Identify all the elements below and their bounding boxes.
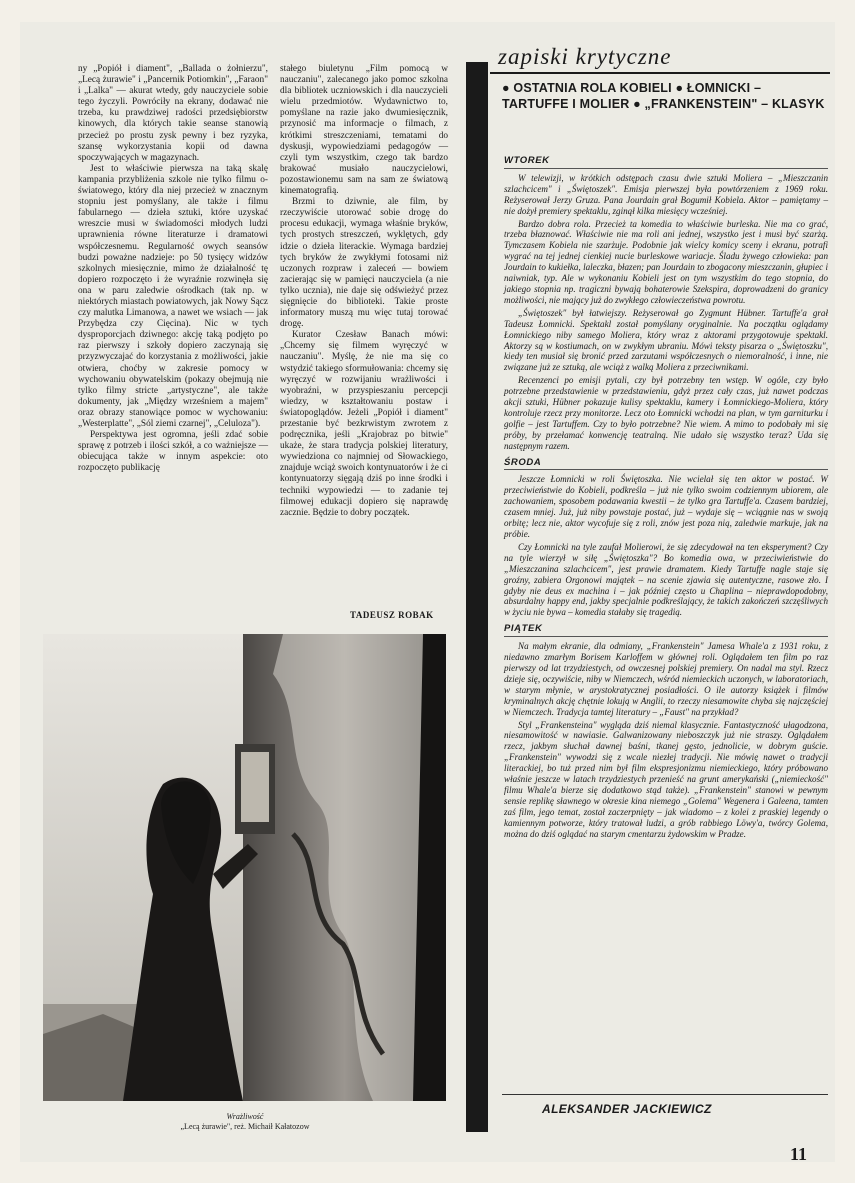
- author-rule: [502, 1094, 828, 1095]
- caption-title: Wrażliwość: [226, 1112, 264, 1121]
- paragraph: ny „Popiół i diament", „Ballada o żołnierzu", „Lecą żurawie" i „Pancernik Potiomkin", „Faraon" i „Lalka" — akurat wtedy, gdy nauczyciele sobie tego życzyli. Powróciły na ekrany, dodawać nie trzeba, ku prawdziwej radości przedsiębiorstw kinowych, dla których takie seanse stanowią przecież po prostu zysk pewny i bez ryzyka, szansę wykorzystania kopii od dawna spoczywających w magazynach.: [78, 64, 268, 163]
- section-title: zapiski krytyczne: [498, 44, 672, 69]
- paragraph: Brzmi to dziwnie, ale film, by rzeczywiście utorować sobie drogę do procesu edukacji, wymaga właśnie bryków, tych prostych streszczeń, wyklętych, gdy idzie o dzieła literackie. Wymaga bardziej tych bryków że zwykłymi fotosami niż uczonych rozpraw i zaleceń — bowiem zacierając się w pamięci nauczyciela (a nie tylko ucznia), nie daje się odświeżyć przez sięgnięcie do biblioteki. Takie proste informatory muszą mu więc tutaj torować drogę.: [280, 197, 448, 330]
- paragraph: Jest to właściwie pierwsza na taką skalę kampania przybliżenia szkole nie tylko filmu o-światowego, który dla niej przecież w znacznym stopniu jest pomyślany, ale także i filmu fabularnego — dzieła sztuki, które uzyskać wreszcie musi w świadomości młodych ludzi uprawnienia równe literaturze i dramatowi współczesnemu. Regularność owych seansów budzi poważne nadzieje: po 50 tysięcy widzów szkolnych miesięcznie, mimo że działalność tę dopiero rozpoczęto i że wyraźnie rozwinęła się ona w paru zaledwie ośrodkach (tak np. w niektórych miastach powiatowych, jak Nowy Sącz czy malutka Limanowa, a nawet we wsiach — jak Przybędza czy Cięcina). Nic w tych dysproporcjach dziwnego: akcję taką podjęto po raz pierwszy i szkoły dopiero zaczynają się przyzwyczajać do korzystania z możliwości, jakie otwiera, choćby w zakresie pomocy w wychowaniu obywatelskim (pokazy obejmują nie tylko filmy stricte „artystyczne", ale także dokumenty, jak „Między wrześniem a majem" oraz obrazy stanowiące pomoc w wychowaniu: „Westerplatte", „Sól ziemi czarnej", „Celuloza").: [78, 163, 268, 429]
- paragraph: Perspektywa jest ogromna, jeśli zdać sobie sprawę z potrzeb i ilości szkół, a co ważniejsze — obiecująca także w innym aspekcie: oto rozpoczęto publikację: [78, 430, 268, 474]
- paragraph: Recenzenci po emisji pytali, czy był potrzebny ten wstęp. W ogóle, czy było potrzebne przedstawienie w przedstawieniu, gdyż przez cały czas, już nawet podczas akcji sztuki, Hübner pokazuje kulisy spektaklu, kamery i Łomnickiego-Moliera, który kontroluje rzecz przy monitorze. Lecz oto Łomnicki wchodzi na plan, w tym garniturku i golfie – jest Tartuffem. Czy to było potrzebne? Nie wiem. A mimo to podobały mi się próby, by przełamać konwencję teatralną. Nie udało się wszystko teraz? Uda się następnym razem.: [504, 375, 828, 451]
- topics-headline: ● OSTATNIA ROLA KOBIELI ● ŁOMNICKI – TARTUFFE I MOLIER ● „FRANKENSTEIN" – KLASYK: [502, 81, 825, 111]
- magazine-page: [20, 22, 835, 1162]
- article-left-column-2: [280, 64, 448, 519]
- author-signature-left: TADEUSZ ROBAK: [350, 610, 434, 620]
- paragraph: „Świętoszek" był łatwiejszy. Reżyserował go Zygmunt Hübner. Tartuffe'a grał Tadeusz Łomnicki. Spektakl został pomyślany oryginalnie. Na początku oglądamy Łomnickiego niby samego Moliera, który wraz z aktorami przygotowuje spektakl. Aktorzy są w kostiumach, on w zwykłym ubraniu. Mówi teksty pisarza o „Świętoszku", kiedy ten musiał się bronić przed zarzutami współczesnych o niemoralność, i inne, nie związane już ze sztuką, ale wciąż z walką Moliera z przeciwnikami.: [504, 307, 828, 373]
- day-heading: PIĄTEK: [504, 624, 828, 637]
- paragraph: Kurator Czesław Banach mówi: „Chcemy się filmem wyręczyć w nauczaniu". Myślę, że nie ma się co wstydzić takiego sformułowania: chcemy się wyręczyć w rozwijaniu wrażliwości i wyobraźni, w przyspieszaniu percepcji wiedzy, w kształtowaniu postaw i światopoglądów. Jeżeli „Popiół i diament" przestanie być bezkrwistym zwrotem z podręcznika, jeśli „Krajobraz po bitwie" ukaże, że stara tradycja polskiej literatury, wywiedziona co najmniej od Słowackiego, znajduje wciąż swoich kontynuatorów i że ci kontynuatorzy sięgają dziś po inne środki i techniki wypowiedzi — to zadanie tej filmowej edukacji dopiero się naprawdę zacznie. Będzie to dobry początek.: [280, 330, 448, 518]
- paragraph: Bardzo dobra rola. Przecież ta komedia to właściwie burleska. Nie ma co grać, trzeba błaznować. Właściwie nie ma roli ani jednej, wszystko jest i musi być szarżą. Tymczasem Kobiela nie szarżuje. Podobnie jak wielcy komicy sceny i ekranu, potrafi wygrać na tej jednej cienkiej nucie burleskowe wariacje. Śladu żywego człowieka: pan Jourdain to kukiełka, laleczka, błazen; pan Jourdain to zbogacony mieszczanin, głupiec i naiwniak, typ. Ale w wykonaniu Kobieli jest on tym wszystkim do tego stopnia, do jakiego stopnia np. tragiczni bywają bohaterowie Szekspira, doprowadzeni do granicy możliwości, nie mający już do zwykłego człowieczeństwa powrotu.: [504, 218, 828, 305]
- article-left-column-1: [78, 64, 268, 474]
- day-heading: WTOREK: [504, 156, 828, 169]
- column-divider-bar: [466, 62, 488, 1132]
- paragraph: Styl „Frankensteina" wygląda dziś niemal klasycznie. Fantastyczność ułagodzona, niesamowitość w nawiasie. Galwanizowany nieboszczyk już nie straszy. Oglądałem rzecz, jakbym słuchał dawnej baśni, tkanej gęsto, jednolicie, w dobrym guście. „Frankenstein" wywodzi się z wcale niezłej tradycji. Nie mówię nawet o tradycji literackiej, bo tuż przed nim był film ekspresjonizmu niemieckiego, który próbowano właśnie jeszcze w latach trzydziestych przenieść na grunt amerykański („niemieckość" filmu Whale'a bierze się dodatkowo stąd także). „Frankenstein" stanowi w pewnym sensie replikę sławnego w okresie kina niemego „Golema" Wegenera i Galeena, tamten zaś film, jego temat, został zaczerpnięty – jak wiadomo – z kolei z praskiej legendy o kamiennym potworze, który tratował ludzi, a grób rabbiego Löwy'a, twórcy Golema, można do dziś oglądać na starym cmentarzu żydowskim w Pradze.: [504, 719, 828, 839]
- day-heading: ŚRODA: [504, 458, 828, 471]
- page-number: 11: [790, 1144, 808, 1164]
- caption-text: „Lecą żurawie", reż. Michaił Kałatozow: [180, 1122, 310, 1131]
- photo-caption: [80, 1112, 410, 1132]
- paragraph: Na małym ekranie, dla odmiany, „Frankenstein" Jamesa Whale'a z 1931 roku, z niedawno zmarłym Borisem Karloffem w głównej roli. Oglądałem ten film po raz pierwszy od lat trzydziestych, od owczesnej polskiej premiery. On nadal ma styl. Rzecz dzieje się, oczywiście, niby w Niemczech, wśród niemieckich uczonych, w laboratoriach, w starym młynie, w arystokratycznej posiadłości. O ile autorzy książek i filmów kryminalnych akcję chętnie lokują w Anglii, to rzeczy niesamowite chyba się najczęściej w Niemczech. Tradycja tamtej literatury – „Faust" na przykład?: [504, 641, 828, 717]
- paragraph: Jeszcze Łomnicki w roli Świętoszka. Nie wcielał się ten aktor w postać. W przeciwieństwie do Kobieli, podkreśla – już nie tylko swoim codziennym ubiorem, ale zachowaniem, sposobem podawania kwestii – że tylko gra Tartuffe'a. Czasem bardziej, czasem mniej. Już, już niby powstaje postać, już – wydaje się – wciągnie nas w swoją orbitę; lecz nie, aktor wycofuje się z roli, znów jest poza nią, zaledwie markuje, jak na próbie.: [504, 474, 828, 539]
- film-still-photo: [43, 634, 446, 1101]
- film-still-illustration: [43, 634, 446, 1101]
- header-rule: [490, 72, 830, 74]
- review-column: [504, 150, 828, 841]
- paragraph: Czy Łomnicki na tyle zaufał Molierowi, że się zdecydował na ten eksperyment? Czy na tyle wierzył w siłę „Świętoszka"? Bo komedia owa, w przeciwieństwie do „Mieszczanina szlachcicem", jest prawie dramatem. Kiedy Tartuffe nagle staje się groźny, zabiera Orgonowi majątek – na scenie zjawia się autentyczne, rasowe zło. I gdyby nie deus ex machina i – jak później często u Chaplina – nieprawdopodobny, absurdalny happy end, jakby specjalnie podkreślający, że takich zakończeń szczęśliwych w życiu nie bywa – komedia stałaby się tragedią.: [504, 541, 828, 618]
- paragraph: W telewizji, w krótkich odstępach czasu dwie sztuki Moliera – „Mieszczanin szlachcicem" i „Świętoszek". Emisja pierwszej była powtórzeniem z 1969 roku. Reżyserował Jerzy Gruza. Pana Jourdain grał Bogumił Kobiela. Aktor – pamiętamy – nie dożył premiery spektaklu, zginął kilka miesięcy wcześniej.: [504, 172, 828, 216]
- paragraph: stałego biuletynu „Film pomocą w nauczaniu", zalecanego jako pomoc szkolna dla bibliotek uczniowskich i dla nauczycieli wielu przedmiotów. Wydawnictwo to, pomyślane na razie jako dwumiesięcznik, przynosić ma informacje o filmach, z krótkimi streszczeniami, tematami do dyskusji, wypowiedziami pedagogów — czyli tym wszystkim, czego tak bardzo brakować musiało nauczycielowi, pozostawionemu sam na sam ze światową kinematografią.: [280, 64, 448, 197]
- author-signature-right: ALEKSANDER JACKIEWICZ: [542, 1102, 712, 1116]
